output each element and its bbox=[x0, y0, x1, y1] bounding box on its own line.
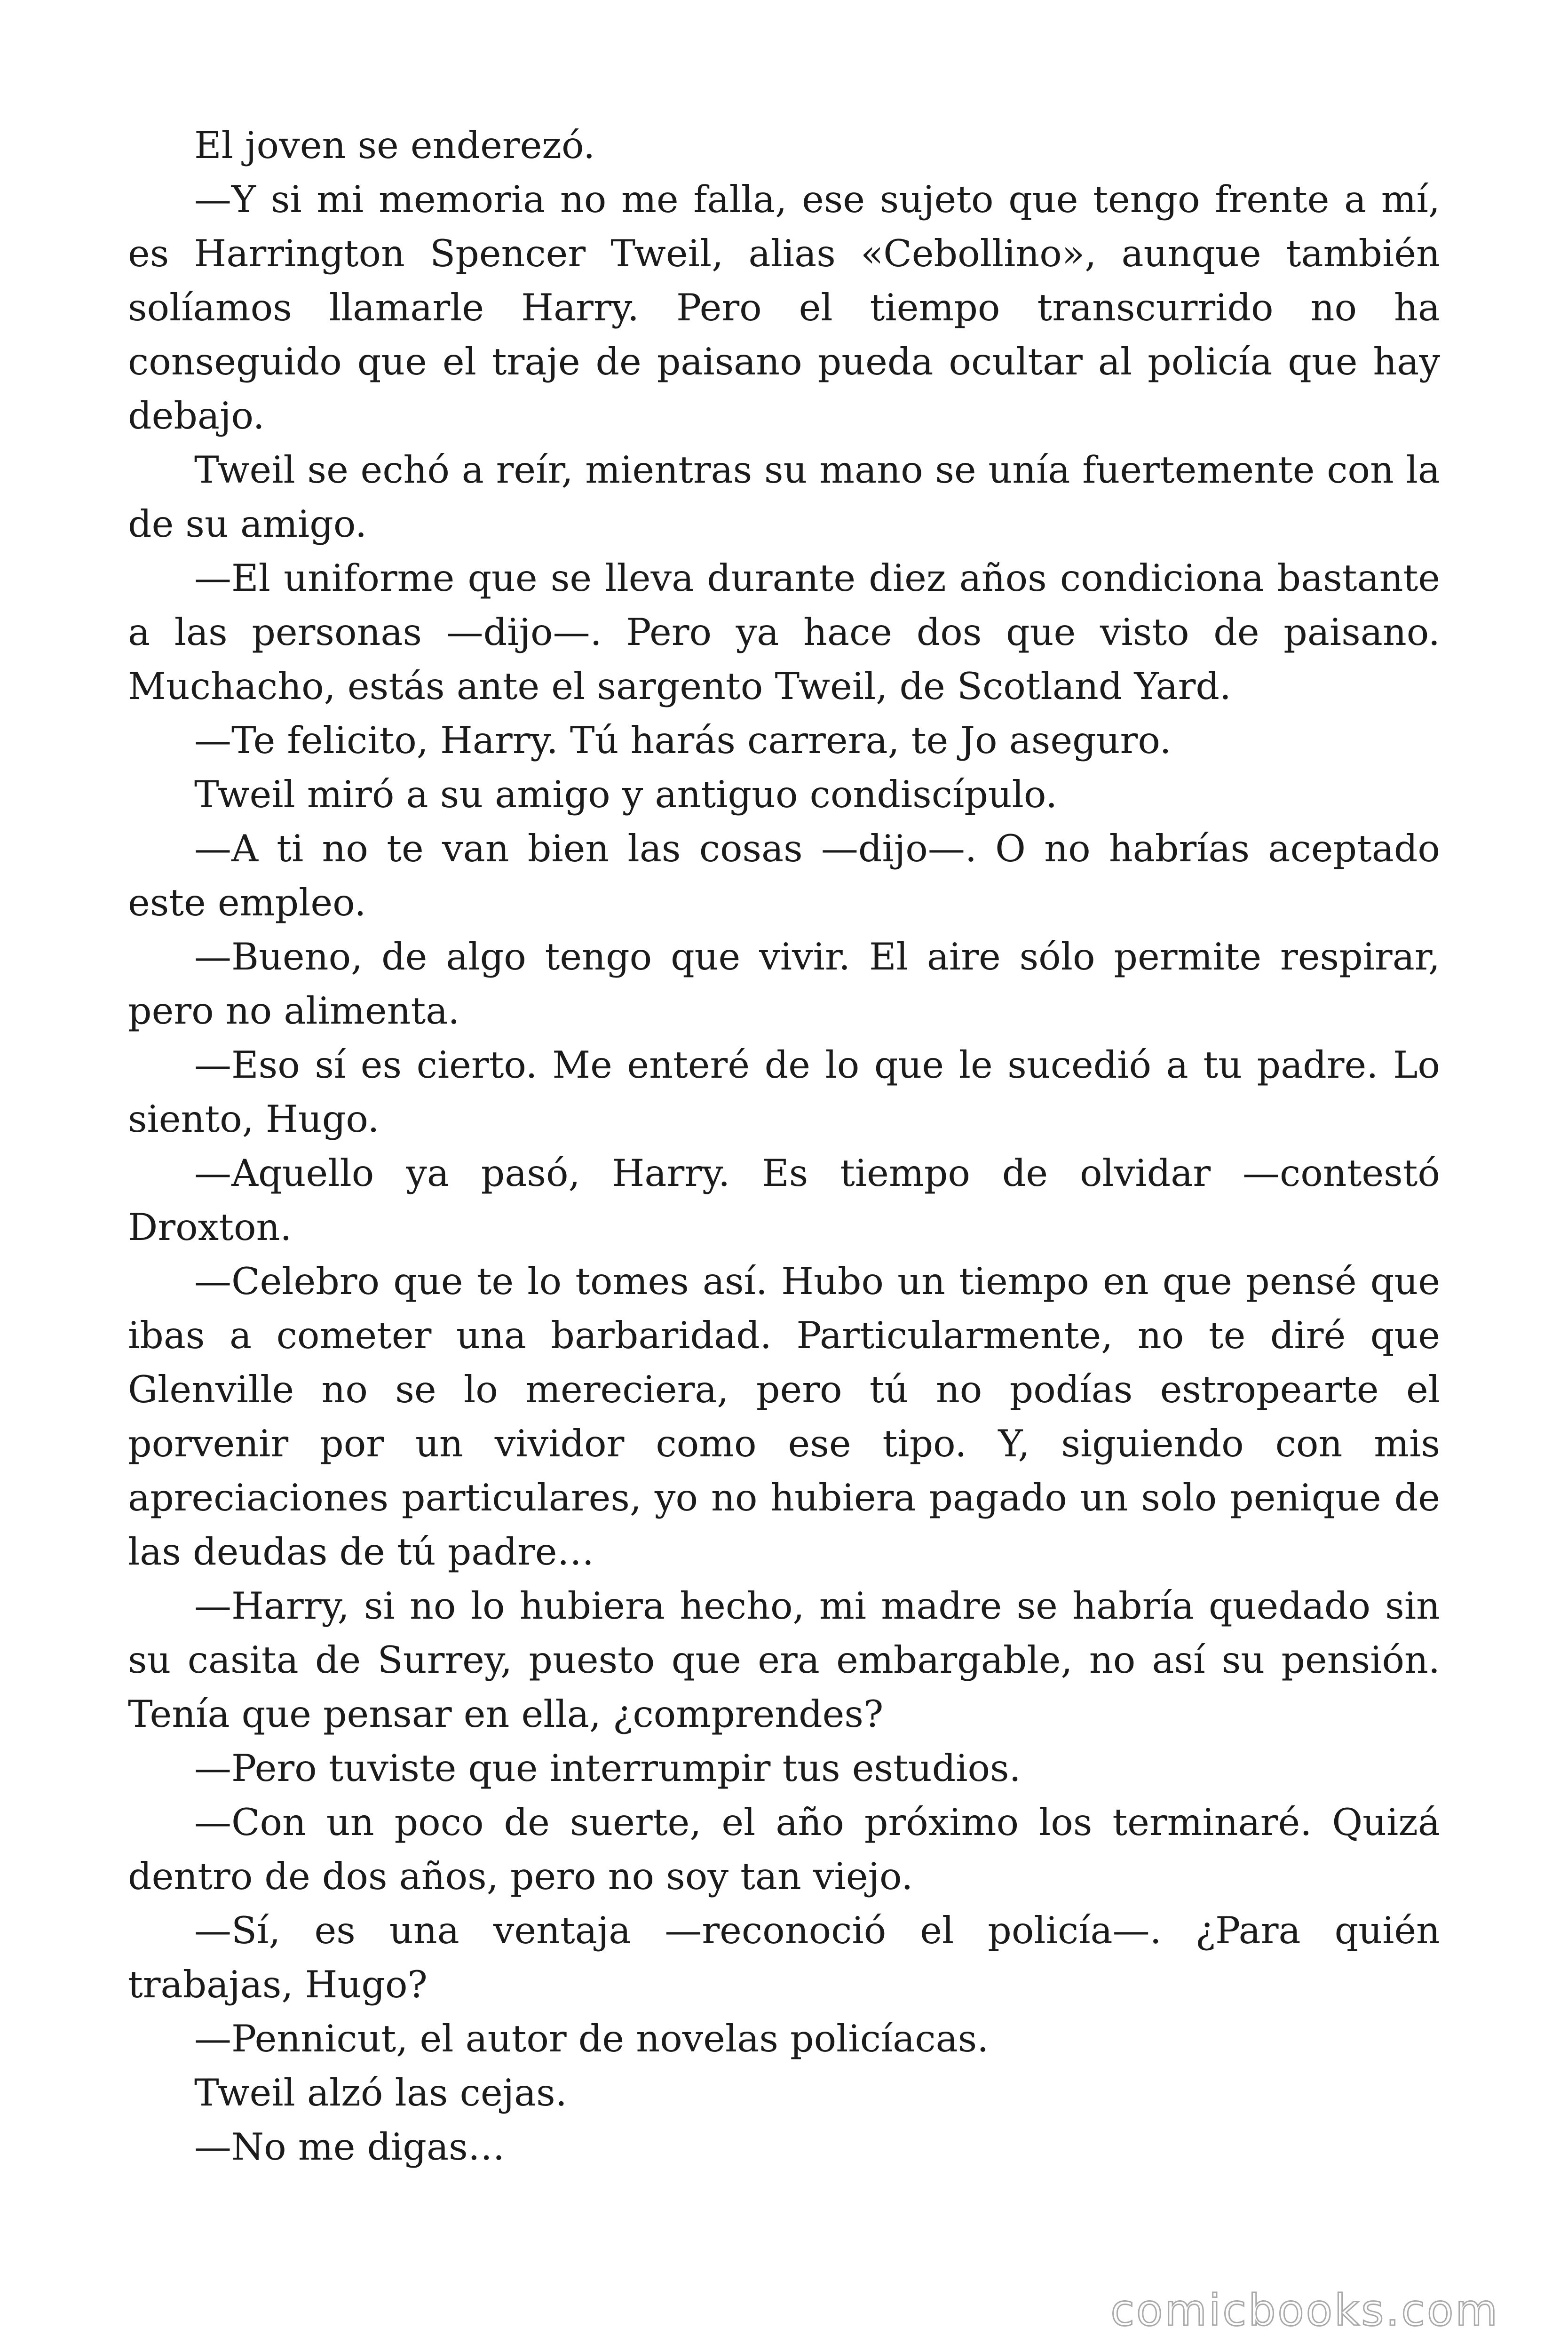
paragraph: —Harry, si no lo hubiera hecho, mi madre se habría quedado sin su casita de Surrey, puesto que era embargable, no así su pensión. Tenía que pensar en ella, ¿comprendes? bbox=[128, 1584, 1440, 1736]
paragraph: Tweil alzó las cejas. bbox=[194, 2071, 567, 2114]
paragraph: —Celebro que te lo tomes así. Hubo un tiempo en que pensé que ibas a cometer una barbaridad. Particularmente, no te diré que Glenville no se lo mereciera, pero tú no podías estropearte el porvenir por un vividor como ese tipo. Y, siguiendo con mis apreciaciones particulares, yo no hubiera pagado un solo penique de las deudas de tú padre… bbox=[128, 1260, 1440, 1573]
paragraph: —No me digas… bbox=[194, 2125, 505, 2169]
paragraph: —Y si mi memoria no me falla, ese sujeto que tengo frente a mí, es Harrington Spencer Tweil, alias «Cebollino», aunque también solíamos llamarle Harry. Pero el tiempo transcurrido no ha conseguido que el traje de paisano pueda ocultar al policía que hay debajo. bbox=[128, 178, 1440, 437]
book-page-text bbox=[128, 119, 1440, 2174]
paragraph: —Bueno, de algo tengo que vivir. El aire sólo permite respirar, pero no alimenta. bbox=[128, 935, 1440, 1033]
watermark: comicbooks.com bbox=[1110, 2285, 1499, 2336]
paragraph: —Eso sí es cierto. Me enteré de lo que le sucedió a tu padre. Lo siento, Hugo. bbox=[128, 1043, 1440, 1141]
paragraph: —El uniforme que se lleva durante diez años condiciona bastante a las personas —dijo—. Pero ya hace dos que visto de paisano. Muchacho, estás ante el sargento Tweil, de Scotland Yard. bbox=[128, 556, 1440, 708]
paragraph: —Pero tuviste que interrumpir tus estudios. bbox=[194, 1747, 1021, 1790]
paragraph: El joven se enderezó. bbox=[194, 124, 595, 167]
paragraph: Tweil miró a su amigo y antiguo condiscípulo. bbox=[194, 773, 1058, 816]
paragraph: —Con un poco de suerte, el año próximo los terminaré. Quizá dentro de dos años, pero no soy tan viejo. bbox=[128, 1801, 1440, 1898]
paragraph: Tweil se echó a reír, mientras su mano se unía fuertemente con la de su amigo. bbox=[128, 448, 1440, 546]
paragraph: —Aquello ya pasó, Harry. Es tiempo de olvidar —contestó Droxton. bbox=[128, 1152, 1440, 1249]
paragraph: —Te felicito, Harry. Tú harás carrera, te Jo aseguro. bbox=[194, 719, 1172, 762]
paragraph: —A ti no te van bien las cosas —dijo—. O no habrías aceptado este empleo. bbox=[128, 827, 1440, 924]
paragraph: —Sí, es una ventaja —reconoció el policía—. ¿Para quién trabajas, Hugo? bbox=[128, 1909, 1440, 2006]
paragraph: —Pennicut, el autor de novelas policíacas. bbox=[194, 2017, 989, 2060]
